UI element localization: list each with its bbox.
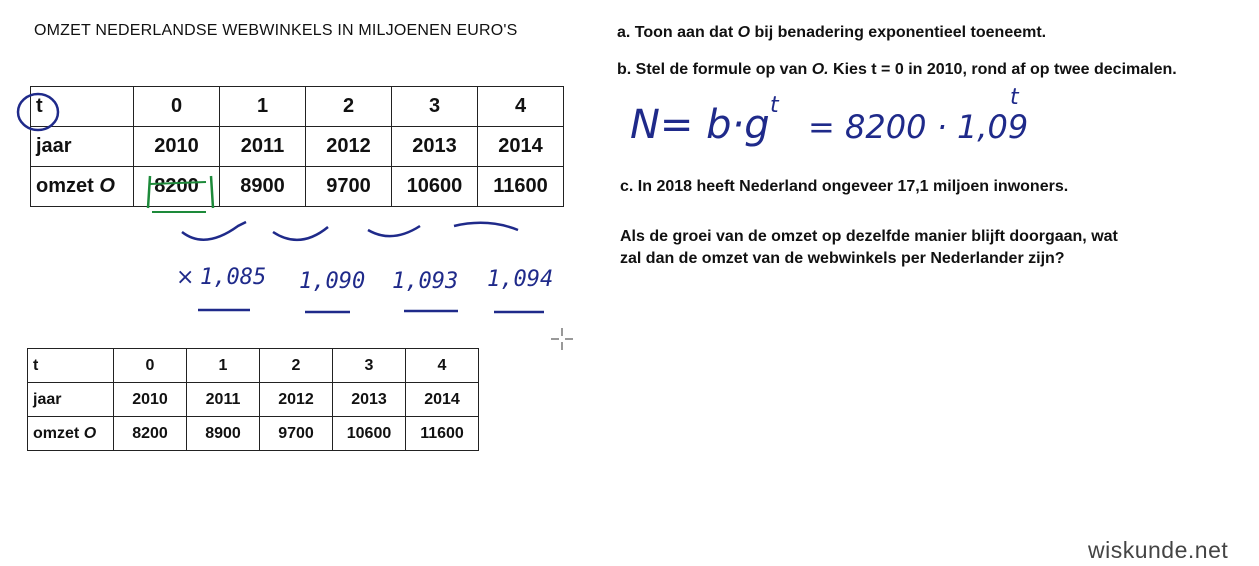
table-cell: 0 (114, 349, 187, 383)
row-label: jaar (28, 383, 114, 417)
question-b-text: b. Stel de formule op van (617, 61, 812, 78)
table-cell: 1 (220, 87, 306, 127)
row-label: jaar (31, 127, 134, 167)
table-cell: 2011 (220, 127, 306, 167)
table-cell: 2014 (406, 383, 479, 417)
table-cell: 4 (478, 87, 564, 127)
table-cell: 2 (260, 349, 333, 383)
arrow-annotation (368, 226, 420, 236)
handwritten-formula-left: N= b·g (630, 102, 770, 148)
table-cell: 2014 (478, 127, 564, 167)
circle-annotation (18, 94, 58, 130)
question-a-text: a. Toon aan dat (617, 24, 738, 41)
variable-o: O. (811, 61, 829, 78)
table-cell: 11600 (406, 417, 479, 451)
arrow-annotation (273, 227, 328, 240)
green-underline (150, 182, 206, 184)
row-label-text: omzet (33, 424, 80, 442)
table-cell: 3 (392, 87, 478, 127)
page-title: OMZET NEDERLANDSE WEBWINKELS IN MILJOENEN EURO'S (34, 22, 518, 39)
table-cell: 8900 (220, 167, 306, 207)
table-cell: 8200 (134, 167, 220, 207)
table-cell: 9700 (306, 167, 392, 207)
variable-o: O (99, 175, 115, 197)
question-a-text-end: bij benadering exponentieel toeneemt. (750, 24, 1047, 41)
table-cell: 11600 (478, 167, 564, 207)
table-cell: 1 (187, 349, 260, 383)
factor-label: 1,094 (487, 267, 554, 292)
table-cell: 0 (134, 87, 220, 127)
row-label-text: omzet (36, 175, 94, 197)
question-c: c. In 2018 heeft Nederland ongeveer 17,1 miljoen inwoners. (620, 178, 1069, 195)
table-cell: 4 (406, 349, 479, 383)
table-cell: 2012 (260, 383, 333, 417)
table-cell: 2010 (134, 127, 220, 167)
table-cell: 8900 (187, 417, 260, 451)
question-b-text-end: Kies t = 0 in 2010, rond af op twee decimalen. (828, 61, 1177, 78)
table-cell: 2013 (333, 383, 406, 417)
cursor-crosshair (551, 328, 573, 350)
table-cell: 2013 (392, 127, 478, 167)
green-bracket-left (148, 176, 150, 208)
watermark: wiskunde.net (1088, 537, 1229, 563)
question-c-line2: Als de groei van de omzet op dezelfde manier blijft doorgaan, wat (620, 228, 1118, 245)
handwritten-formula-right: = 8200 · 1,09 (808, 108, 1029, 146)
table-cell: 8200 (114, 417, 187, 451)
table-cell: 2 (306, 87, 392, 127)
variable-o: O (737, 24, 751, 41)
factor-label: 1,090 (299, 269, 366, 294)
handwritten-formula-exponent: t (1010, 85, 1019, 110)
table-cell: 2012 (306, 127, 392, 167)
table-cell: 2011 (187, 383, 260, 417)
table-cell: 2010 (114, 383, 187, 417)
row-label: t (28, 349, 114, 383)
table-cell: 10600 (333, 417, 406, 451)
question-c-line3: zal dan de omzet van de webwinkels per Nederlander zijn? (620, 250, 1065, 267)
factor-label: 1,085 (200, 265, 267, 290)
factor-times: × (176, 265, 195, 290)
row-label: t (31, 87, 134, 127)
table-cell: 3 (333, 349, 406, 383)
variable-o: O (83, 424, 97, 442)
table-cell: 10600 (392, 167, 478, 207)
table-cell: 9700 (260, 417, 333, 451)
factor-label: 1,093 (392, 269, 459, 294)
arrow-annotation (182, 222, 246, 240)
arrow-annotation (454, 223, 518, 230)
green-bracket-right (211, 176, 213, 208)
handwritten-formula-exponent: t (770, 93, 779, 118)
